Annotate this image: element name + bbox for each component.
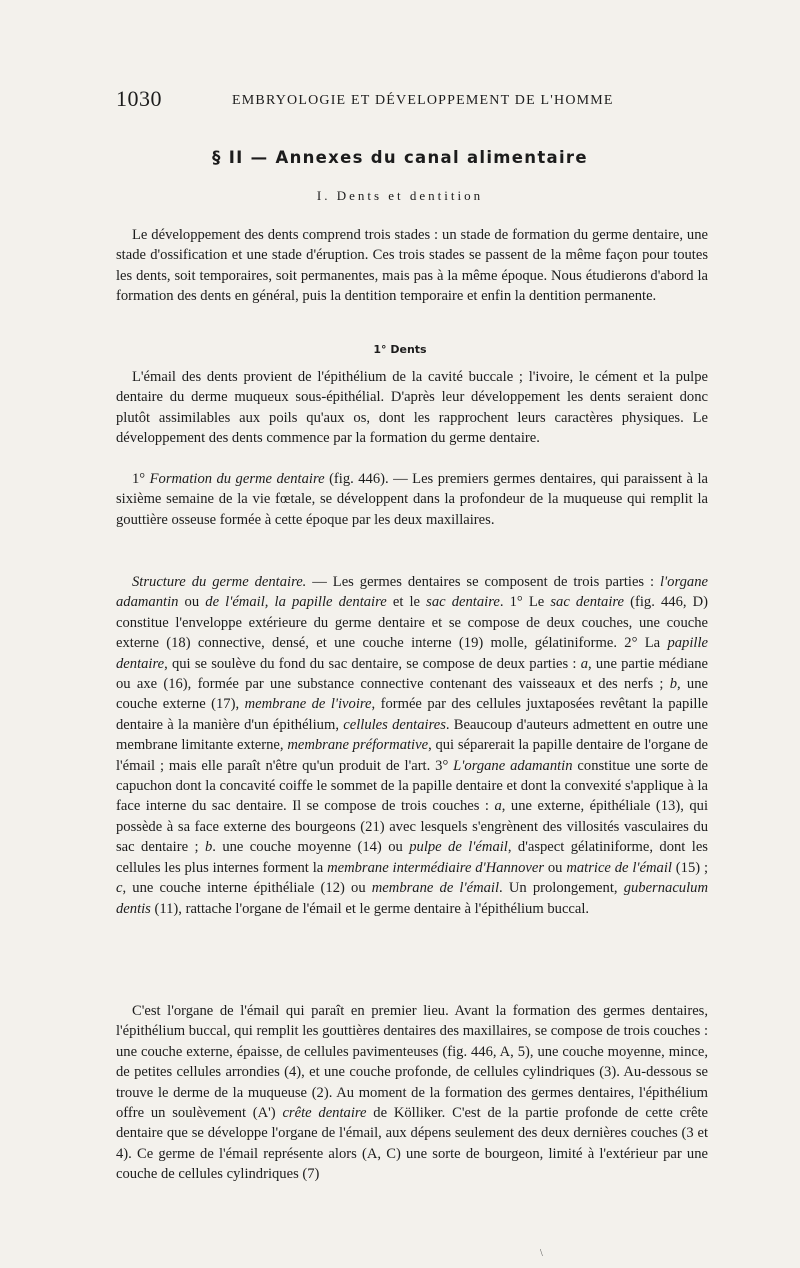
structure-text: ou [544, 859, 567, 876]
structure-term: de l'émail, la papille dentaire [205, 594, 387, 611]
structure-term: sac dentaire [426, 594, 500, 611]
structure-text: , qui se soulève du fond du sac dentaire, se compose de deux parties : [164, 655, 581, 672]
structure-text: (fig. 446, D) constitue l'enveloppe extérieure du germe dentaire et se compose de deux couches, une couche externe (18) connective, densé, et une couche interne (19) molle, gélatiniforme. 2° La [116, 594, 709, 652]
intro-paragraph: Le développement des dents comprend trois stades : un stade de formation du germe dentaire, une stade d'ossification et une stade d'éruption. Ces trois stades se passent de la même façon pour toutes les dents, soit temporaires, soit permanentes, mais pas à la même époque. Nous étudierons d'abord la formation des dents en général, puis la dentition temporaire et enfin la dentition permanente. [116, 227, 708, 305]
structure-text: , d'aspect gélatiniforme, dont les cellules les plus internes forment la [116, 839, 708, 876]
structure-text: ou [178, 594, 206, 611]
structure-term: a [580, 655, 588, 672]
section-title: § II — Annexes du canal alimentaire [212, 148, 588, 167]
running-title: EMBRYOLOGIE ET DÉVELOPPEMENT DE L'HOMME [232, 93, 614, 108]
structure-text: — Les germes dentaires se composent de trois parties : [306, 574, 660, 590]
formation-text: (fig. 446). — Les premiers germes dentaires, qui paraissent à la sixième semaine de la vie fœtale, se développent dans la profondeur de la muqueuse qui remplit la gouttière osseuse formée à cette époque par les deux maxillaires. [116, 471, 708, 528]
structure-term: membrane de l'ivoire [244, 696, 372, 713]
formation-title: Formation du germe dentaire [149, 471, 325, 487]
last-paragraph [116, 1001, 708, 1185]
structure-text: . une couche moyenne (14) ou [212, 839, 410, 856]
structure-term: membrane préformative [287, 737, 429, 754]
structure-title: Structure du germe dentaire. [132, 574, 307, 590]
dents-heading: 1° Dents [373, 343, 427, 356]
subsection-title: I. Dents et dentition [316, 188, 484, 203]
structure-term: papille dentaire [116, 635, 708, 672]
formation-number: 1° [132, 471, 146, 487]
structure-text: , formée par des cellules juxtaposées revêtant la papille dentaire à la manière d'un épithélium, [116, 696, 708, 733]
structure-text: , une partie médiane ou axe (16), formée par une substance connective contenant des vaisseaux et des nerfs ; [116, 655, 708, 693]
last-text: de Kölliker. C'est de la partie profonde de cette crête dentaire que se développe l'organe de l'émail, aux dépens seulement des deux dernières couches (3 et 4). Ce germe de l'émail représente alors (A, C) une sorte de bourgeon, limité à l'extérieur par une couche de cellules cylindriques (7) [116, 1105, 708, 1183]
structure-term: l'organe adamantin [116, 574, 708, 611]
structure-term: c [116, 880, 123, 897]
structure-term: membrane intermédiaire d'Hannover [327, 859, 545, 876]
structure-term: cellules dentaires [343, 716, 446, 733]
structure-term: a [494, 798, 502, 815]
structure-text: (15) ; [671, 859, 709, 876]
structure-term: b [669, 676, 678, 693]
structure-text: (11), rattache l'organe de l'émail et le germe dentaire à l'épithélium buccal. [150, 900, 590, 917]
last-term: crête dentaire [282, 1105, 367, 1122]
structure-text: et le [386, 594, 427, 611]
structure-text: . Beaucoup d'auteurs admettent en outre une membrane limitante externe, [116, 716, 708, 754]
dents-paragraph: L'émail des dents provient de l'épithélium de la cavité buccale ; l'ivoire, le cément et la pulpe dentaire du derme muqueux sous-épithélial. D'après leur développement les dents seraient donc plutôt assimilables aux poils qu'aux os, dont les rapprochent leurs caractères physiques. Le développement des dents commence par la formation du germe dentaire. [116, 369, 708, 447]
structure-term: matrice de l'émail [566, 859, 672, 876]
structure-paragraph [116, 572, 708, 919]
structure-term: L'organe adamantin [453, 757, 573, 774]
structure-text: , une couche externe (17), [116, 676, 708, 713]
page-header [116, 86, 708, 126]
last-text: C'est l'organe de l'émail qui paraît en premier lieu. Avant la formation des germes dentaires, l'épithélium buccal, qui remplit les gouttières dentaires des maxillaires, se compose de trois couches : une couche externe, épaisse, de cellules pavimenteuses (fig. 446, A, 5), une couche moyenne, mince, de petites cellules arrondies (4), et une couche profonde, de cellules cylindriques (3). Au-dessous se trouve le derme de la muqueuse (2). Au moment de la formation des germes dentaires, l'épithélium offre un soulèvement (A') [116, 1003, 708, 1122]
structure-term: gubernaculum dentis [116, 880, 708, 917]
scan-mark: \ [540, 1248, 543, 1259]
structure-term: membrane de l'émail [371, 880, 500, 897]
structure-text: . 1° Le [499, 594, 551, 611]
structure-term: pulpe de l'émail [409, 839, 508, 856]
structure-text: . Un prolongement, [499, 880, 624, 897]
structure-text: constitue une sorte de capuchon dont la concavité coiffe le sommet de la papille dentaire et dont la convexité s'applique à la face interne du sac dentaire. Il se compose de trois couches : [116, 757, 708, 815]
structure-text: , qui séparerait la papille dentaire de l'organe de l'émail ; mais elle paraît n'être qu'un produit de l'art. 3° [116, 737, 708, 774]
page-number: 1030 [116, 86, 162, 111]
structure-term: b [204, 839, 213, 856]
structure-term: sac dentaire [550, 594, 625, 611]
formation-paragraph [116, 469, 708, 530]
structure-text: , une couche interne épithéliale (12) ou [122, 880, 372, 897]
structure-text: , une externe, épithéliale (13), qui possède à sa face externe des bourgeons (21) avec lesquels s'engrènent des villosités vasculaires du sac dentaire ; [116, 798, 709, 856]
